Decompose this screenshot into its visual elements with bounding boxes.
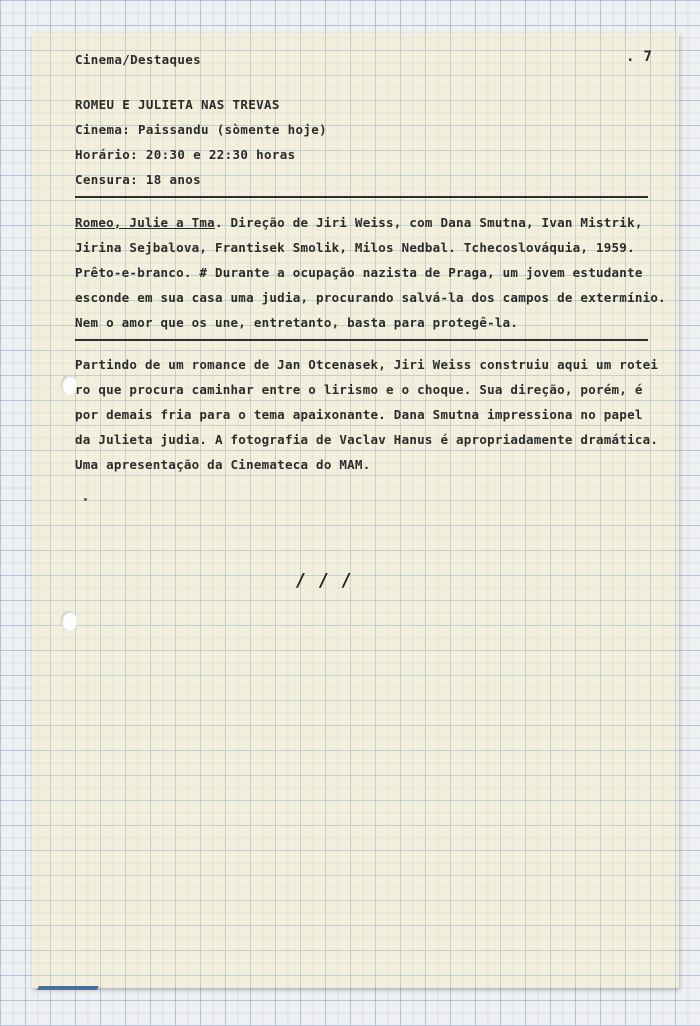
censorship-line: Censura: 18 anos [75,172,202,187]
punch-hole-bottom [61,611,77,631]
film-title: ROMEU E JULIETA NAS TREVAS [75,97,280,112]
credits-line-4: esconde em sua casa uma judia, procurando salvá-la dos campos de extermínio. [75,290,666,305]
credits-line-5: Nem o amor que os une, entretanto, basta para protegê-la. [75,315,519,330]
credits-line-1-rest: . Direção de Jiri Weiss, com Dana Smutna, Ivan Mistrik, [214,215,643,230]
schedule-line: Horário: 20:30 e 22:30 horas [75,147,296,162]
credits-line-1 [75,210,665,235]
original-title: Romeo, Julie a Tma [75,215,215,230]
ink-speck [84,498,87,501]
credits-paragraph [75,210,665,335]
end-marks: /// [295,570,364,591]
review-line-4: da Julieta judia. A fotografia de Vaclav Hanus é apropriadamente dramática. [75,432,659,447]
review-paragraph [75,352,665,477]
review-line-3: por demais fria para o tema apaixonante. Dana Smutna impressiona no papel [75,407,643,422]
page-number: . 7 [626,49,653,65]
review-line-2: ro que procura caminhar entre o lirismo e o choque. Sua direção, porém, é [75,382,643,397]
review-line-1: Partindo de um romance de Jan Otcenasek, Jiri Weiss construiu aqui um rotei [75,357,659,372]
cinema-line: Cinema: Paissandu (sòmente hoje) [75,122,328,137]
section-header: Cinema/Destaques [75,52,202,67]
divider-bottom [75,339,648,341]
review-line-5: Uma apresentação da Cinemateca do MAM. [75,457,371,472]
page-bottom-edge-mark [37,986,98,990]
credits-line-2: Jirina Sejbalova, Frantisek Smolik, Milos Nedbal. Tchecoslováquia, 1959. [75,240,635,255]
divider-top [75,196,648,198]
credits-line-3: Prêto-e-branco. # Durante a ocupação nazista de Praga, um jovem estudante [75,265,643,280]
